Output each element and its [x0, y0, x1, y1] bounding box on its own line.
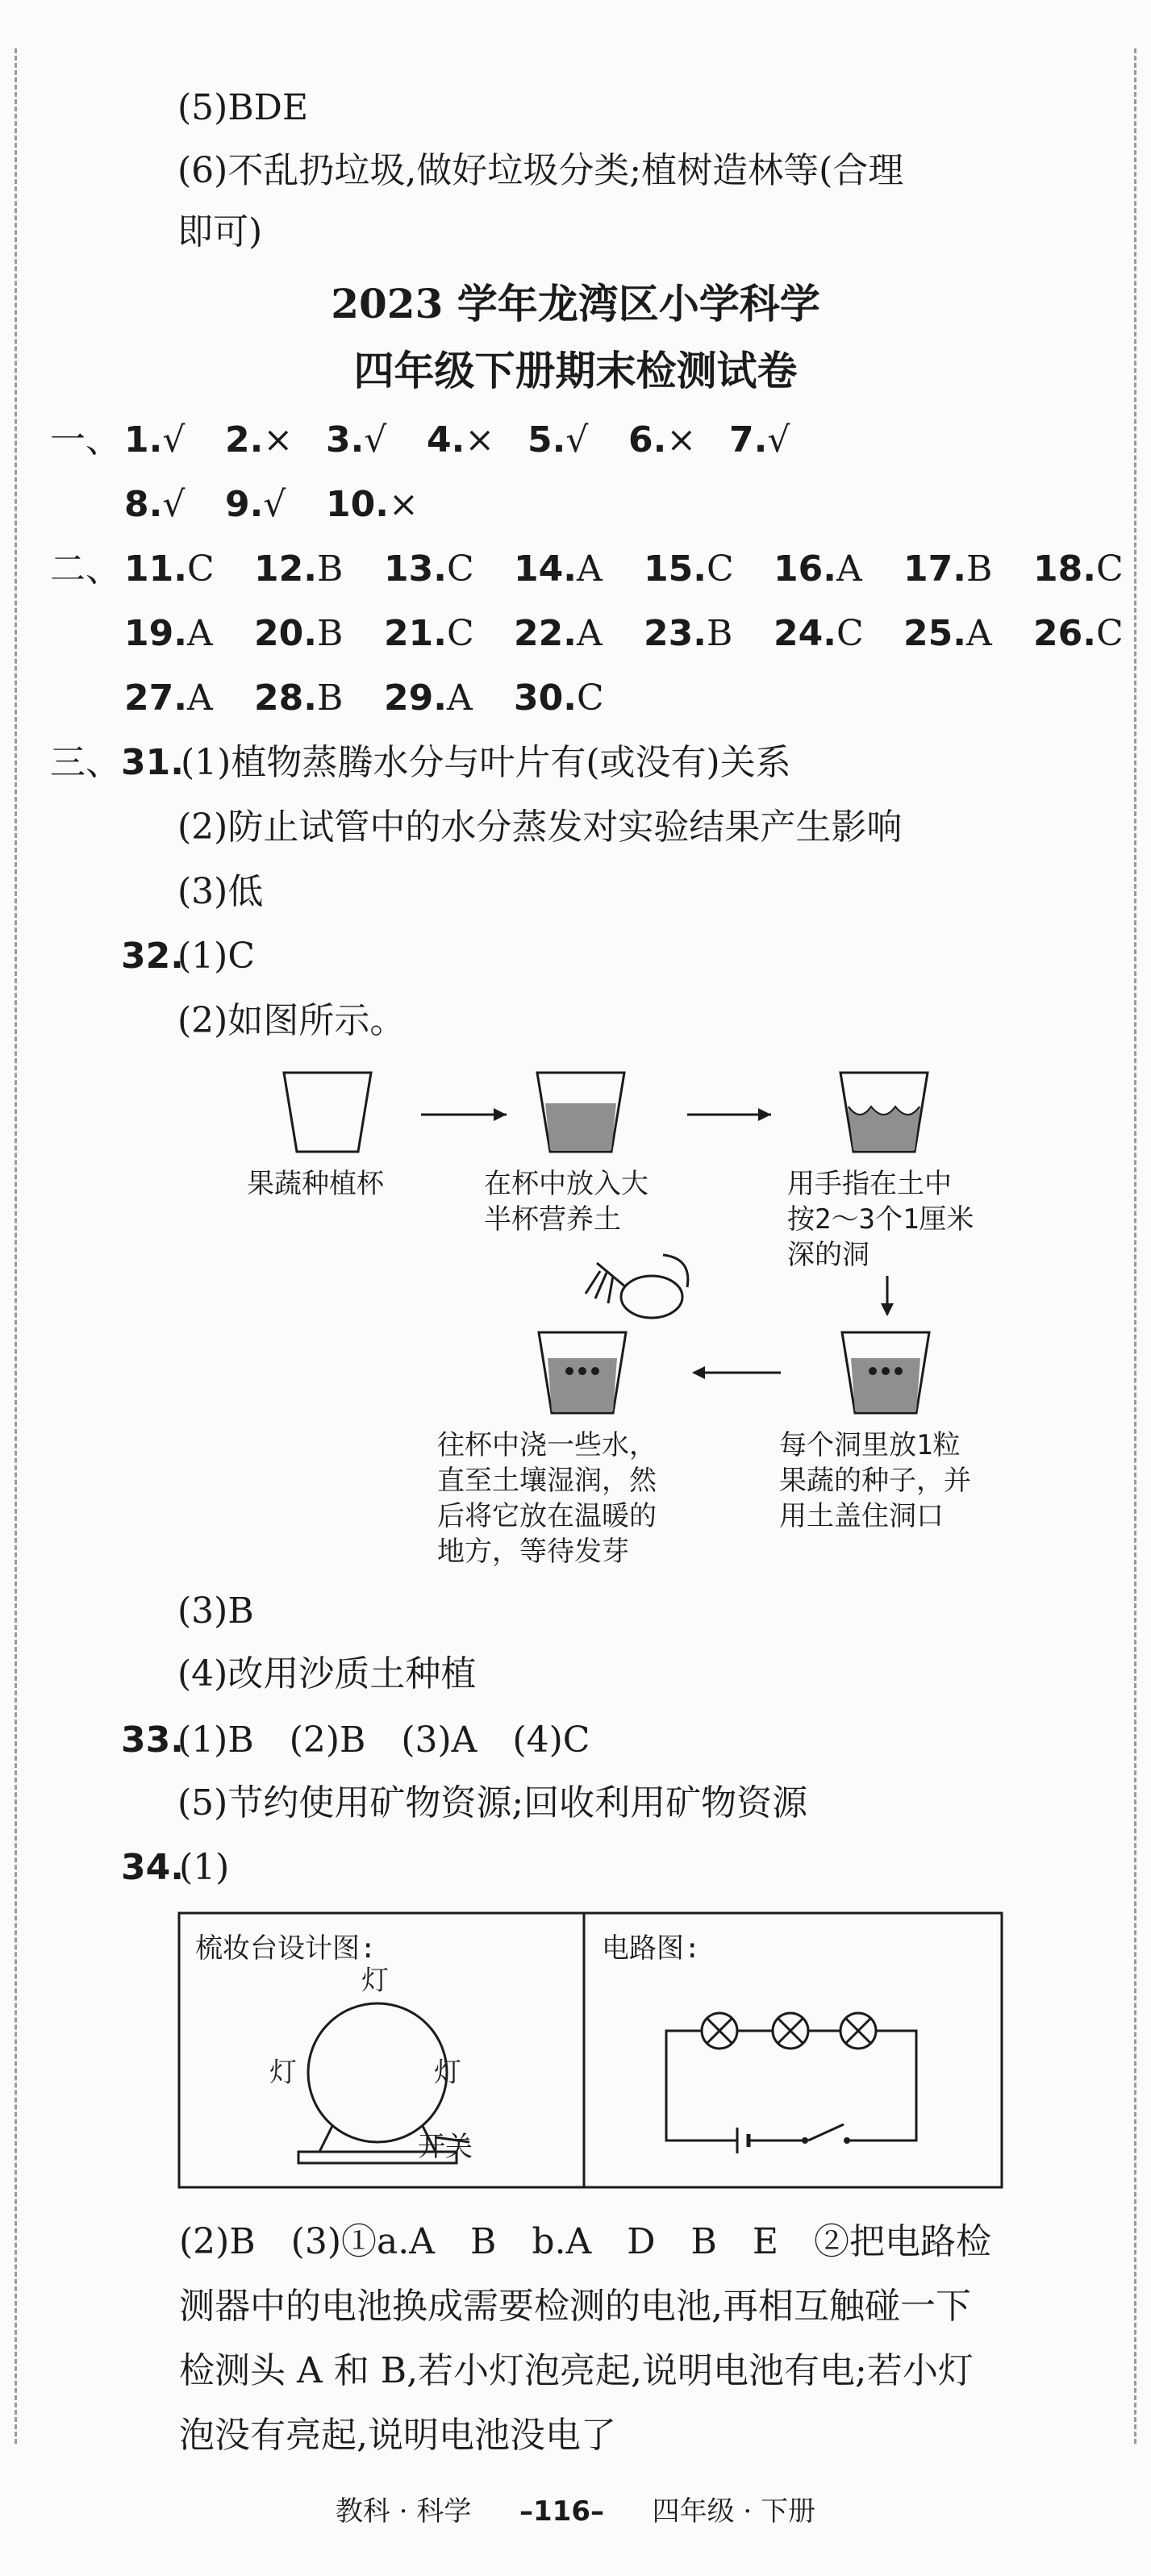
- exam-title-line1: 2023 学年龙湾区小学科学: [331, 280, 820, 327]
- question-answer: A: [186, 677, 213, 719]
- question-number: 9.: [225, 484, 264, 525]
- question-answer: ×: [666, 419, 697, 461]
- question-number: 26.: [1033, 613, 1096, 654]
- question-number: 11.: [124, 548, 187, 590]
- question-number: 13.: [384, 548, 447, 590]
- question-number: 29.: [384, 677, 447, 719]
- part3-prefix: 三、: [50, 742, 121, 783]
- q33-answer-1-4: (1)B (2)B (3)A (4)C: [177, 1719, 590, 1761]
- q32-answer-3: (3)B: [177, 1590, 254, 1632]
- bulb-icon: [840, 2013, 876, 2049]
- question-answer: √: [364, 419, 387, 461]
- q32-answer-1: (1)C: [177, 936, 255, 977]
- q32-answer-4: (4)改用沙质土种植: [177, 1653, 477, 1694]
- question-answer: A: [965, 613, 992, 654]
- step3-caption-a: 用手指在土中: [787, 1168, 952, 1200]
- step2-caption-b: 半杯营养土: [484, 1203, 621, 1236]
- step4-caption-a: 每个洞里放1粒: [779, 1429, 961, 1461]
- question-number: 16.: [774, 548, 836, 590]
- part2-prefix: 二、: [50, 548, 121, 590]
- lamp-label-top: 灯: [361, 1965, 389, 1997]
- question-number: 20.: [254, 613, 317, 654]
- q31-number: 31.: [121, 742, 184, 783]
- q32-answer-2: (2)如图所示。: [177, 1000, 406, 1041]
- step5-caption-a: 往杯中浇一些水，: [437, 1429, 657, 1461]
- question-number: 24.: [774, 613, 836, 654]
- vanity-mirror-icon: [308, 2003, 447, 2142]
- prev-answer-6-cont: 即可): [177, 211, 263, 252]
- question-answer: √: [162, 484, 186, 525]
- question-number: 14.: [514, 548, 577, 590]
- prev-answer-5: (5)BDE: [177, 87, 309, 128]
- part1-prefix: 一、: [50, 419, 121, 461]
- q31-answer-3: (3)低: [177, 871, 264, 912]
- q34-number: 34.: [121, 1847, 184, 1888]
- question-answer: C: [186, 548, 215, 590]
- q32-number: 32.: [121, 936, 184, 977]
- step2-caption-a: 在杯中放入大: [484, 1168, 648, 1200]
- question-number: 17.: [903, 548, 966, 590]
- vanity-design-title: 梳妆台设计图:: [195, 1932, 377, 1965]
- question-answer: B: [965, 548, 993, 590]
- question-answer: B: [706, 613, 733, 654]
- step5-caption-c: 后将它放在温暖的: [437, 1500, 657, 1532]
- switch-contact-dot: [802, 2137, 808, 2144]
- question-answer: B: [316, 613, 344, 654]
- question-number: 22.: [514, 613, 577, 654]
- question-number: 30.: [514, 677, 577, 719]
- question-answer: ×: [388, 484, 419, 525]
- circuit-diagram-title: 电路图:: [602, 1932, 701, 1965]
- question-answer: √: [162, 419, 186, 461]
- question-answer: C: [1095, 548, 1124, 590]
- question-number: 19.: [124, 613, 187, 654]
- question-answer: A: [576, 613, 603, 654]
- question-number: 28.: [254, 677, 317, 719]
- step3-caption-b: 按2～3个1厘米: [787, 1203, 974, 1236]
- question-number: 5.: [528, 419, 566, 461]
- question-answer: C: [576, 677, 604, 719]
- footer-subject: 教科 · 科学: [335, 2495, 472, 2528]
- question-answer: C: [446, 548, 474, 590]
- question-number: 10.: [326, 484, 389, 525]
- step1-caption: 果蔬种植杯: [247, 1168, 384, 1200]
- question-number: 25.: [903, 613, 966, 654]
- question-answer: C: [706, 548, 734, 590]
- question-answer: A: [446, 677, 473, 719]
- step4-caption-b: 果蔬的种子，并: [779, 1465, 971, 1497]
- prev-answer-6: (6)不乱扔垃圾,做好垃圾分类;植树造林等(合理: [177, 150, 904, 191]
- question-number: 18.: [1033, 548, 1096, 590]
- question-answer: √: [565, 419, 589, 461]
- question-number: 4.: [427, 419, 465, 461]
- lamp-label-left: 灯: [269, 2057, 297, 2089]
- q34-answer-line-1: (2)B (3)①a.A B b.A D B E ②把电路检: [179, 2221, 991, 2262]
- q34-answer-line-3: 检测头 A 和 B,若小灯泡亮起,说明电池有电;若小灯: [179, 2350, 974, 2391]
- q31-answer-1: (1)植物蒸腾水分与叶片有(或没有)关系: [181, 742, 791, 783]
- question-number: 6.: [628, 419, 667, 461]
- question-answer: A: [576, 548, 603, 590]
- question-number: 23.: [644, 613, 707, 654]
- question-number: 3.: [326, 419, 365, 461]
- question-answer: C: [446, 613, 474, 654]
- question-number: 2.: [225, 419, 264, 461]
- question-answer: B: [316, 677, 344, 719]
- question-answer: C: [836, 613, 864, 654]
- step3-caption-c: 深的洞: [787, 1239, 870, 1271]
- q33-number: 33.: [121, 1719, 184, 1761]
- switch-contact-dot: [844, 2137, 850, 2144]
- question-answer: A: [836, 548, 862, 590]
- footer-grade: 四年级 · 下册: [652, 2495, 816, 2528]
- question-answer: C: [1095, 613, 1124, 654]
- step5-caption-b: 直至土壤湿润，然: [437, 1465, 657, 1497]
- bulb-icon: [773, 2013, 808, 2049]
- page-footer: [0, 2494, 1151, 2529]
- question-number: 27.: [124, 677, 187, 719]
- question-number: 15.: [644, 548, 707, 590]
- q33-answer-5: (5)节约使用矿物资源;回收利用矿物资源: [177, 1782, 808, 1824]
- question-number: 21.: [384, 613, 447, 654]
- switch-label: 开关: [418, 2131, 473, 2163]
- question-number: 1.: [124, 419, 163, 461]
- q34-answer-line-2: 测器中的电池换成需要检测的电池,再相互触碰一下: [179, 2286, 971, 2327]
- question-answer: ×: [263, 419, 294, 461]
- page-number: –116–: [519, 2495, 604, 2528]
- question-answer: B: [316, 548, 344, 590]
- question-answer: √: [263, 484, 286, 525]
- question-answer: √: [767, 419, 790, 461]
- step5-caption-d: 地方，等待发芽: [437, 1536, 629, 1568]
- question-number: 7.: [729, 419, 768, 461]
- q31-answer-2: (2)防止试管中的水分蒸发对实验结果产生影响: [177, 807, 903, 848]
- bulb-icon: [702, 2013, 737, 2049]
- question-number: 12.: [254, 548, 317, 590]
- exam-title-line2: 四年级下册期末检测试卷: [353, 347, 798, 394]
- question-answer: A: [186, 613, 213, 654]
- q34-answer-1: (1): [179, 1847, 230, 1888]
- question-answer: ×: [465, 419, 495, 461]
- step4-caption-c: 用土盖住洞口: [779, 1500, 944, 1532]
- lamp-label-right: 灯: [434, 2057, 461, 2089]
- question-number: 8.: [124, 484, 163, 525]
- switch-blade-icon: [808, 2124, 844, 2140]
- q34-answer-line-4: 泡没有亮起,说明电池没电了: [179, 2415, 616, 2456]
- circuit-wire-right: [847, 2031, 916, 2140]
